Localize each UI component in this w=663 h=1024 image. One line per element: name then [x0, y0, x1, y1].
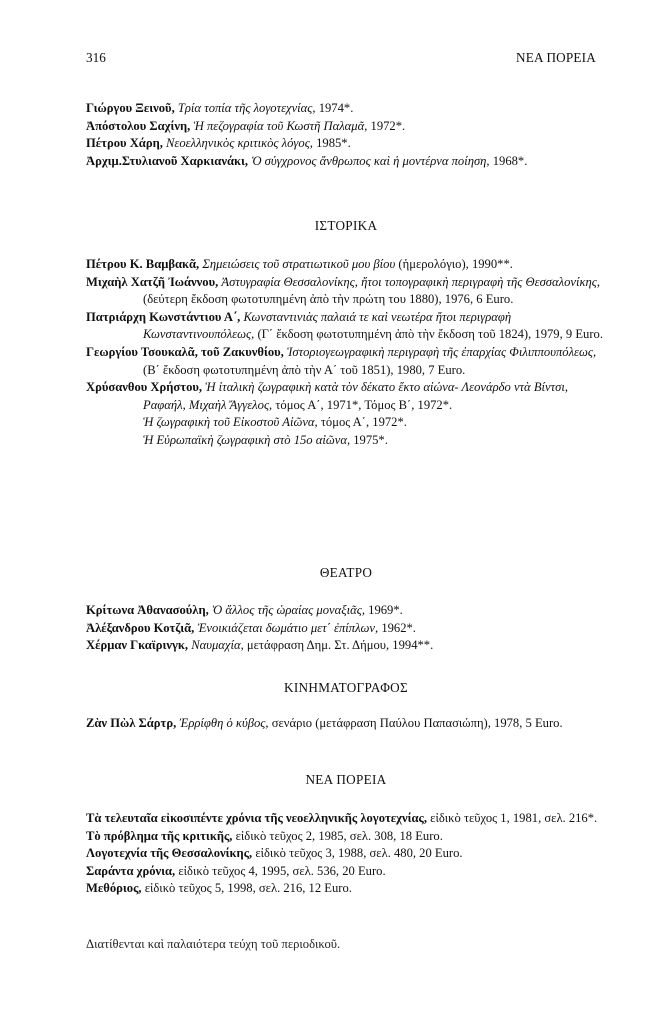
section-heading-kinimatografos: ΚΙΝΗΜΑΤΟΓΡΑΦΟΣ: [284, 680, 408, 695]
nea-poreia-entries: [86, 810, 606, 898]
bibliography-entry: Λογοτεχνία τῆς Θεσσαλονίκης, εἰδικὸ τεῦχος 3, 1988, σελ. 480, 20 Euro.: [86, 846, 463, 861]
bibliography-entry: Ἀπόστολου Σαχίνη, Ἡ πεζογραφία τοῦ Κωστῆ Παλαμᾶ, 1972*.: [86, 118, 406, 133]
theatro-entries: [86, 602, 606, 655]
bibliography-entry: Ζὰν Πὼλ Σάρτρ, Ἐρρίφθη ὁ κύβος, σενάριο (μετάφραση Παύλου Παπασιώπη), 1978, 5 Euro.: [86, 716, 563, 730]
section-heading-nea-poreia: ΝΕΑ ΠΟΡΕΙΑ: [305, 772, 387, 787]
page-number: 316: [86, 50, 106, 65]
historika-entries: [86, 256, 606, 450]
bibliography-entry: Τὸ πρόβλημα τῆς κριτικῆς, εἰδικὸ τεῦχος 2, 1985, σελ. 308, 18 Euro.: [86, 828, 443, 843]
top-entries: [86, 100, 606, 170]
bibliography-entry: Πέτρου Χάρη, Νεοελληνικὸς κριτικὸς λόγος, 1985*.: [86, 136, 351, 151]
bibliography-entry: Πατριάρχη Κωνστάντιου Α΄, Κωνσταντινιὰς παλαιά τε καὶ νεωτέρα ἤτοι περιγραφὴ Κωνσταντινουπόλεως, (Γ΄ ἔκδοση φωτοτυπημένη ἀπὸ τὴν ἔκδοση τοῦ 1824), 1979, 9 Euro.: [86, 309, 603, 342]
availability-note: Διατίθενται καὶ παλαιότερα τεύχη τοῦ περιοδικοῦ.: [86, 937, 341, 951]
kinimatografos-entries: [86, 715, 606, 733]
bibliography-sub-entry: Ἡ Εὐρωπαϊκὴ ζωγραφικὴ στὸ 15ο αἰῶνα, 1975*.: [143, 432, 388, 447]
bibliography-entry: Χρύσανθου Χρήστου, Ἡ ἰταλικὴ ζωγραφικὴ κατὰ τὸν δέκατο ἕκτο αἰώνα- Λεονάρδο ντὰ Βίντσι, Ραφαήλ, Μιχαὴλ Ἄγγελος, τόμος Α΄, 1971*, Τόμος Β΄, 1972*.: [86, 380, 568, 412]
bibliography-entry: Πέτρου Κ. Βαμβακᾶ, Σημειώσεις τοῦ στρατιωτικοῦ μου βίου (ἡμερολόγιο), 1990**.: [86, 257, 513, 271]
bibliography-entry: Ἀλέξανδρου Κοτζιᾶ, Ἐνοικιάζεται δωμάτιο μετ΄ ἐπίπλων, 1962*.: [86, 620, 416, 635]
bibliography-entry: Σαράντα χρόνια, εἰδικὸ τεῦχος 4, 1995, σελ. 536, 20 Euro.: [86, 863, 386, 878]
bibliography-entry: Κρίτωνα Ἀθανασούλη, Ὁ ἄλλος τῆς ὡραίας μοναξιᾶς, 1969*.: [86, 603, 403, 617]
bibliography-entry: Χέρμαν Γκαϊρινγκ, Ναυμαχία, μετάφραση Δημ. Στ. Δήμου, 1994**.: [86, 638, 434, 653]
bibliography-entry: Γιώργου Ξεινοῦ, Τρία τοπία τῆς λογοτεχνίας, 1974*.: [86, 101, 354, 115]
bibliography-entry: Γεωργίου Τσουκαλᾶ, τοῦ Ζακυνθίου, Ἱστοριογεωγραφικὴ περιγραφὴ τῆς ἐπαρχίας Φιλιππουπόλεως, (Β΄ ἔκδοση φωτοτυπημένη ἀπὸ τὴν Α΄ τοῦ 1851), 1980, 7 Euro.: [86, 344, 597, 377]
bibliography-entry: Τὰ τελευταῖα εἰκοσιπέντε χρόνια τῆς νεοελληνικῆς λογοτεχνίας, εἰδικὸ τεῦχος 1, 1981, σελ. 216*.: [86, 811, 598, 825]
section-heading-theatro: ΘΕΑΤΡΟ: [319, 565, 373, 580]
bibliography-entry: Μεθόριος, εἰδικὸ τεῦχος 5, 1998, σελ. 216, 12 Euro.: [86, 881, 352, 896]
bibliography-entry: Ἀρχιμ.Στυλιανοῦ Χαρκιανάκι, Ὁ σύγχρονος ἄνθρωπος καὶ ἡ μοντέρνα ποίηση, 1968*.: [86, 153, 528, 168]
bibliography-sub-entry: Ἡ ζωγραφικὴ τοῦ Εἰκοστοῦ Αἰῶνα, τόμος Α΄, 1972*.: [143, 415, 407, 430]
page-header: [86, 50, 596, 68]
bibliography-entry: Μιχαὴλ Χατζῆ Ἰωάννου, Ἀστυγραφία Θεσσαλονίκης, ἤτοι τοπογραφικὴ περιγραφὴ τῆς Θεσσαλονίκης, (δεύτερη ἔκδοση φωτοτυπημένη ἀπὸ τὴν πρώτη του 1880), 1976, 6 Euro.: [86, 274, 601, 307]
running-title: ΝΕΑ ΠΟΡΕΙΑ: [515, 50, 596, 65]
section-heading-historika: ΙΣΤΟΡΙΚΑ: [314, 218, 378, 233]
